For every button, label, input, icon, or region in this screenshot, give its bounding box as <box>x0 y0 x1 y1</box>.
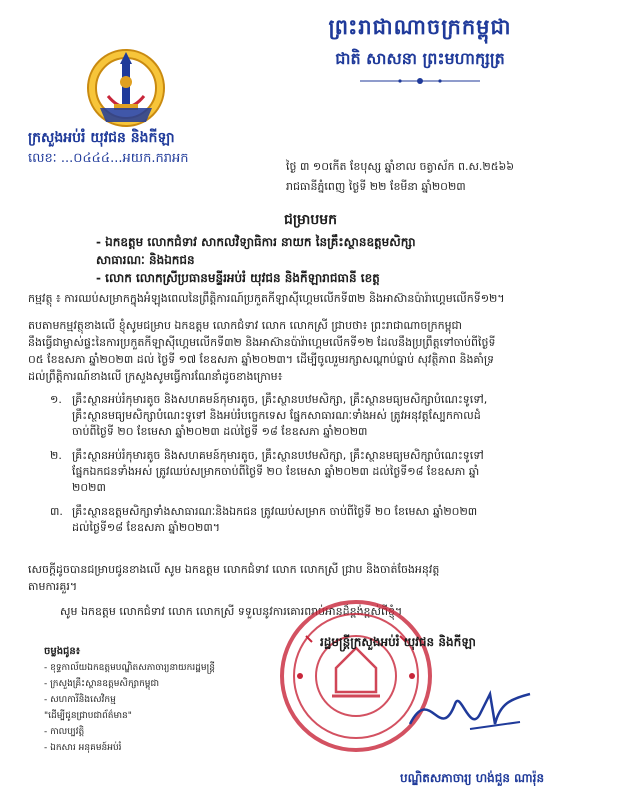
item-line: ចាប់ពីថ្ងៃទី ២០ ខែមេសា ឆ្នាំ២០២៣ ដល់ថ្ងៃទី ១៨ ខែឧសភា ឆ្នាំ២០២៣ <box>72 425 368 438</box>
kingdom-heading: ព្រះរាជាណាចក្រកម្ពុជា <box>328 15 512 39</box>
cc-item: - ខុទ្ទកាល័យឯកឧត្តមបណ្ឌិតសភាចារ្យនាយករដ្ឋមន្ត្រី <box>44 663 215 673</box>
recipient-line: សាធារណៈ និងឯកជន <box>96 253 195 267</box>
solar-date: រាជធានីភ្នំពេញ ថ្ងៃទី ២២ ខែមីនា ឆ្នាំ២០២៣ <box>286 180 466 193</box>
item-line: គ្រឹះស្ថានអប់រំកុមារតូច និងសហគមន៍កុមារតូច, គ្រឹះស្ថានបឋមសិក្សា, គ្រឹះស្ថានមធ្យមសិក្សាបំណេះទូទៅ <box>72 449 484 462</box>
cc-item: "ដើម្បីជូនជ្រាបជាព័ត៌មាន" <box>44 711 132 721</box>
closing-line: សូម ឯកឧត្តម លោកជំទាវ លោក លោកស្រី ទទួលនូវការគោរពរាប់អានដ៏ខ្ពង់ខ្ពស់ពីខ្ញុំ។ <box>60 605 403 618</box>
list-item <box>50 392 592 440</box>
reference-number: លេខៈ ...០៤៤៤...អយក.ករាអក <box>28 151 189 166</box>
body-line: ដល់ព្រឹត្តិការណ៍ខាងលើ ក្រសួងសូមធ្វើការណែនាំដូចខាងក្រោម៖ <box>28 370 283 383</box>
ornament-divider-icon <box>360 76 480 86</box>
item-line: ២០២៣ <box>72 481 106 494</box>
subject-line: កម្មវត្ថុ ៖ ការឈប់សម្រាកក្នុងអំឡុងពេលនៃព្រឹត្តិការណ៍ប្រកួតកីឡាស៊ីហ្គេមលើកទី៣២ និងអាស៊ានប៉ារ៉ាហ្គេមលើកទី១២។ <box>28 292 505 305</box>
closing-line: តាមការគួរ។ <box>28 580 78 593</box>
cc-item: - ក្រសួងគ្រឹះស្ថានឧត្តមសិក្សាកម្ពុជា <box>44 679 160 689</box>
body-line: ០៥ ខែឧសភា ឆ្នាំ២០២៣ ដល់ ថ្ងៃទី ១៧ ខែឧសភា ឆ្នាំ២០២៣។ ដើម្បីចូលរួមរក្សាសណ្តាប់ធ្នាប់ សុវត្ថិភាព និងគាំទ្រ <box>28 353 495 366</box>
body-line: នឹងធ្វើជាម្ចាស់ផ្ទះនៃការប្រកួតកីឡាស៊ីហ្គេមលើកទី៣២ និងអាស៊ានប៉ារ៉ាហ្គេមលើកទី១២ ដែលនឹងប្រព្រឹត្តទៅចាប់ពីថ្ងៃទី <box>28 336 496 349</box>
signer-name: បណ្ឌិតសភាចារ្យ ហង់ជួន ណារ៉ុន <box>400 771 545 785</box>
recipient-line: - ឯកឧត្តម លោកជំទាវ សាកលវិទ្យាធិការ នាយក នៃគ្រឹះស្ថានឧត្តមសិក្សា <box>96 235 416 249</box>
item-line: គ្រឹះស្ថានអប់រំកុមារតូច និងសហគមន៍កុមារតូច, គ្រឹះស្ថានបឋមសិក្សា, គ្រឹះស្ថានមធ្យមសិក្សាបំណេះទូទៅ, <box>72 393 488 406</box>
lunar-date: ថ្ងៃ ៣ ១០កើត ខែបុស្ស ឆ្នាំខាល ចត្វាស័ក ព.ស.២៥៦៦ <box>286 160 515 173</box>
body-line: តបតាមកម្មវត្ថុខាងលើ ខ្ញុំសូមជម្រាប ឯកឧត្តម លោកជំទាវ លោក លោកស្រី ជ្រាបថា៖ ព្រះរាជាណាចក្រកម្ពុជា <box>28 319 463 332</box>
item-line: គ្រឹះស្ថានមធ្យមសិក្សាបំណេះទូទៅ និងអប់រំបច្ចេកទេស ផ្នែកសាធារណៈទាំងអស់ ត្រូវអនុវត្តស្បែកកាលដំ <box>72 409 481 422</box>
item-number: ១. <box>50 393 62 406</box>
item-number: ៣. <box>50 505 63 518</box>
handwritten-signature-icon <box>400 664 540 754</box>
national-motto: ជាតិ សាសនា ព្រះមហាក្សត្រ <box>335 49 505 68</box>
cc-item: - ឯកសារ អនុគមន៍អប់រំ <box>44 743 122 753</box>
cc-item: - សហការីនិងសេវិកម្ម <box>44 695 116 705</box>
recipient-title: ជម្រាបមក <box>283 212 338 228</box>
list-item <box>50 504 592 536</box>
list-item <box>50 448 592 496</box>
cc-heading: ចម្លងជូន៖ <box>44 646 81 657</box>
ministry-emblem-icon <box>80 38 172 130</box>
item-line: ដល់ថ្ងៃទី១៨ ខែឧសភា ឆ្នាំ២០២៣។ <box>72 521 220 534</box>
item-number: ២. <box>50 449 62 462</box>
cc-item: - កាលប្បវត្តិ <box>44 727 85 737</box>
signer-title: រដ្ឋមន្ត្រីក្រសួងអប់រំ យុវជន និងកីឡា <box>320 635 476 649</box>
sender-ministry: ក្រសួងអប់រំ យុវជន និងកីឡា <box>28 130 175 146</box>
item-line: ផ្នែកឯកជនទាំងអស់ ត្រូវឈប់សម្រាកចាប់ពីថ្ងៃទី ២០ ខែមេសា ឆ្នាំ២០២៣ ដល់ថ្ងៃទី១៨ ខែឧសភា ឆ្នាំ <box>72 465 480 478</box>
item-line: គ្រឹះស្ថានឧត្តមសិក្សាទាំងសាធារណៈនិងឯកជន ត្រូវឈប់សម្រាក ចាប់ពីថ្ងៃទី ២០ ខែមេសា ឆ្នាំ២០២៣ <box>72 505 478 518</box>
recipient-line: - លោក លោកស្រីប្រធានមន្ទីរអប់រំ យុវជន និងកីឡារាជធានី ខេត្ត <box>96 271 380 285</box>
closing-line: សេចក្តីដូចបានជម្រាបជូនខាងលើ សូម ឯកឧត្តម លោកជំទាវ លោក លោកស្រី ជ្រាប និងចាត់ចែងអនុវត្ត <box>28 563 440 576</box>
